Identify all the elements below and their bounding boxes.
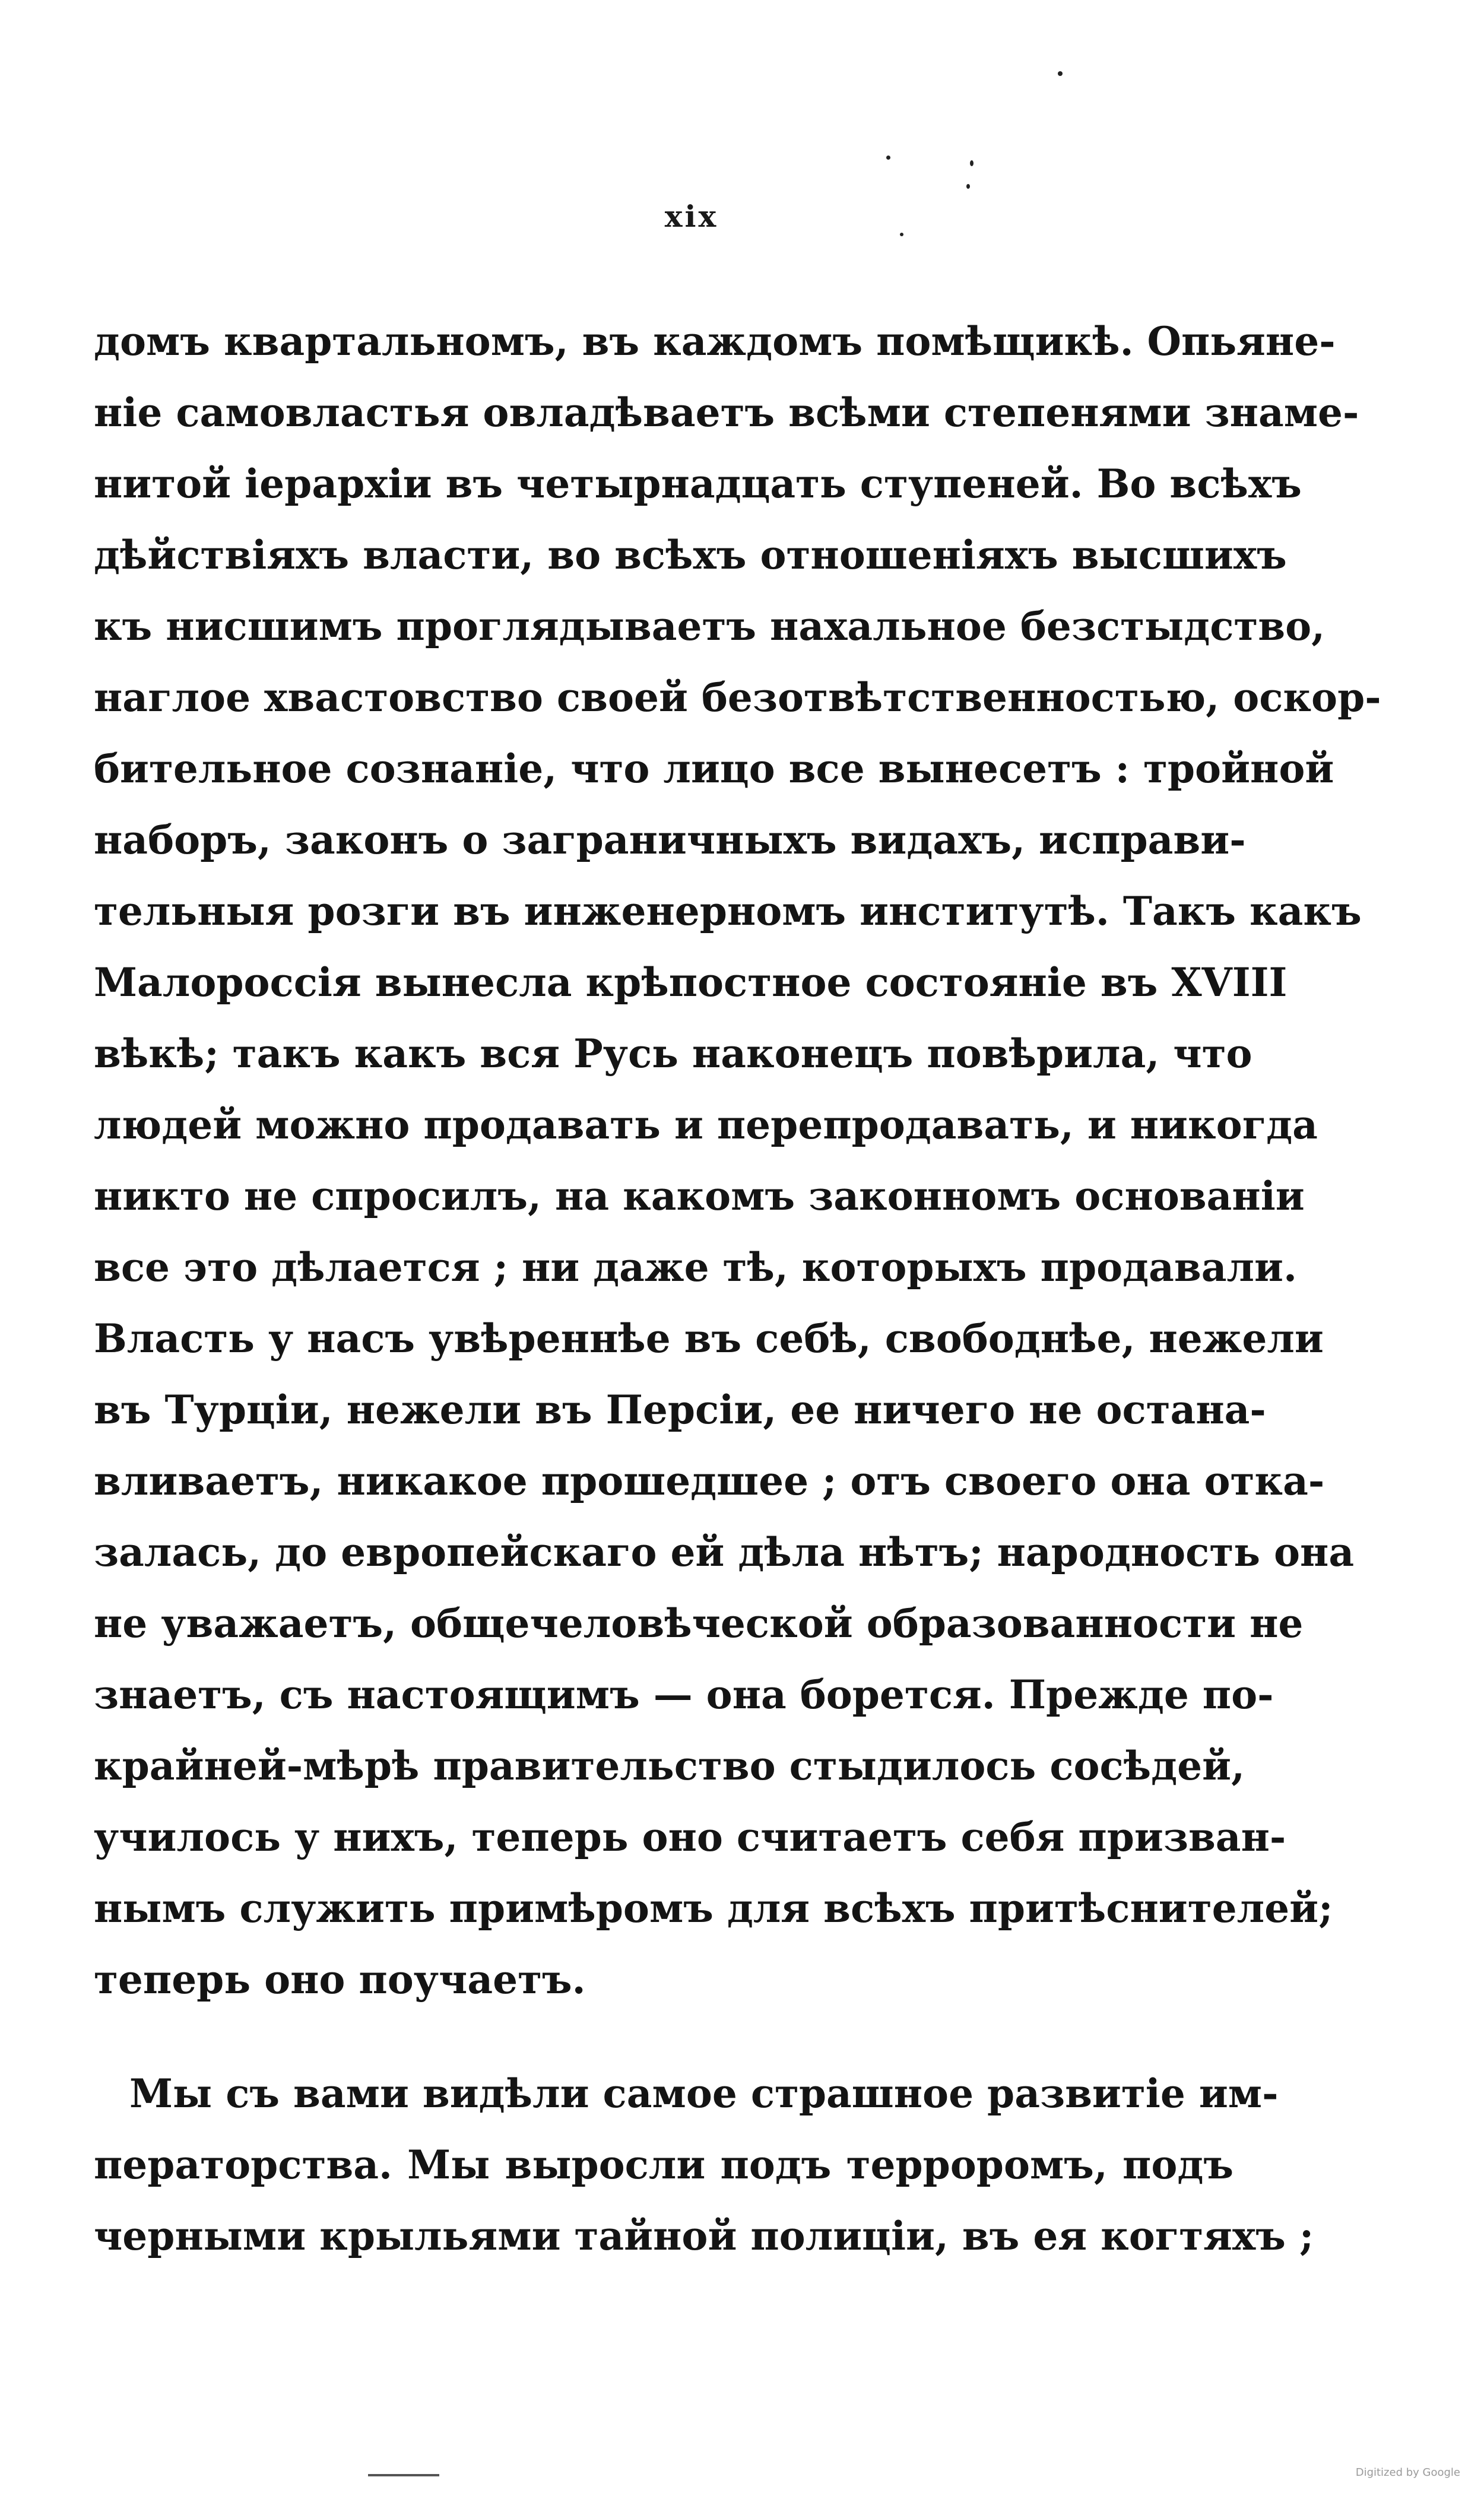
text-line: ператорства. Мы выросли подъ терроромъ, подъ: [94, 2142, 1234, 2188]
text-line: домъ квартальномъ, въ каждомъ помѣщикѣ. Опьяне-: [94, 318, 1336, 364]
text-line: тельныя розги въ инженерномъ институтѣ. Такъ какъ: [94, 888, 1362, 934]
text-line: Малороссія вынесла крѣпостное состояніе въ XVIII: [94, 959, 1288, 1006]
text-line: вѣкѣ; такъ какъ вся Русь наконецъ повѣрила, что: [94, 1030, 1252, 1077]
scan-speck: [900, 233, 903, 236]
text-line: крайней-мѣрѣ правительство стыдилось сосѣдей,: [94, 1743, 1245, 1789]
body-text: [94, 306, 1381, 2272]
text-line: никто не спросилъ, на какомъ законномъ основаніи: [94, 1173, 1305, 1219]
text-line: дѣйствіяхъ власти, во всѣхъ отношеніяхъ высшихъ: [94, 532, 1287, 578]
scan-speck: [970, 160, 974, 166]
text-line: теперь оно поучаетъ.: [94, 1956, 586, 2003]
paragraph-1: [94, 306, 1381, 2015]
text-line: вливаетъ, никакое прошедшее ; отъ своего она отка-: [94, 1458, 1325, 1504]
text-line: Власть у насъ увѣреннѣе въ себѣ, свободнѣе, нежели: [94, 1315, 1324, 1362]
text-line: бительное сознаніе, что лицо все вынесетъ : тройной: [94, 746, 1334, 792]
text-line: къ нисшимъ проглядываетъ нахальное безстыдство,: [94, 603, 1326, 649]
text-line: все это дѣлается ; ни даже тѣ, которыхъ продавали.: [94, 1244, 1297, 1290]
digitization-watermark: Digitized by Google: [1355, 2466, 1460, 2479]
text-line: наборъ, законъ о заграничныхъ видахъ, исправи-: [94, 817, 1246, 863]
text-line: ніе самовластья овладѣваетъ всѣми степенями знаме-: [94, 389, 1359, 436]
text-line: не уважаетъ, общечеловѣческой образованности не: [94, 1600, 1304, 1647]
text-line: нымъ служить примѣромъ для всѣхъ притѣснителей;: [94, 1885, 1333, 1931]
text-line: наглое хвастовство своей безотвѣтственностью, оскор-: [94, 674, 1381, 721]
paragraph-2: [94, 2058, 1314, 2272]
text-line: знаетъ, съ настоящимъ — она борется. Прежде по-: [94, 1671, 1274, 1718]
text-line: училось у нихъ, теперь оно считаетъ себя призван-: [94, 1814, 1286, 1860]
text-line: Мы съ вами видѣли самое страшное развитіе им-: [129, 2070, 1279, 2117]
text-line: въ Турціи, нежели въ Персіи, ее ничего не остана-: [94, 1387, 1266, 1433]
scan-speck: [886, 156, 890, 160]
bottom-rule: [368, 2474, 439, 2476]
scan-speck: [1058, 71, 1063, 76]
text-line: залась, до европейскаго ей дѣла нѣтъ; народность она: [94, 1529, 1355, 1575]
scan-speck: [966, 184, 970, 189]
text-line: черными крыльями тайной полиціи, въ ея когтяхъ ;: [94, 2213, 1314, 2259]
paragraph-gap: [94, 2015, 1234, 2058]
text-line: людей можно продавать и перепродавать, и никогда: [94, 1102, 1318, 1148]
text-line: нитой іерархіи въ четырнадцать ступеней. Во всѣхъ: [94, 461, 1302, 507]
page-number: xix: [664, 199, 719, 234]
